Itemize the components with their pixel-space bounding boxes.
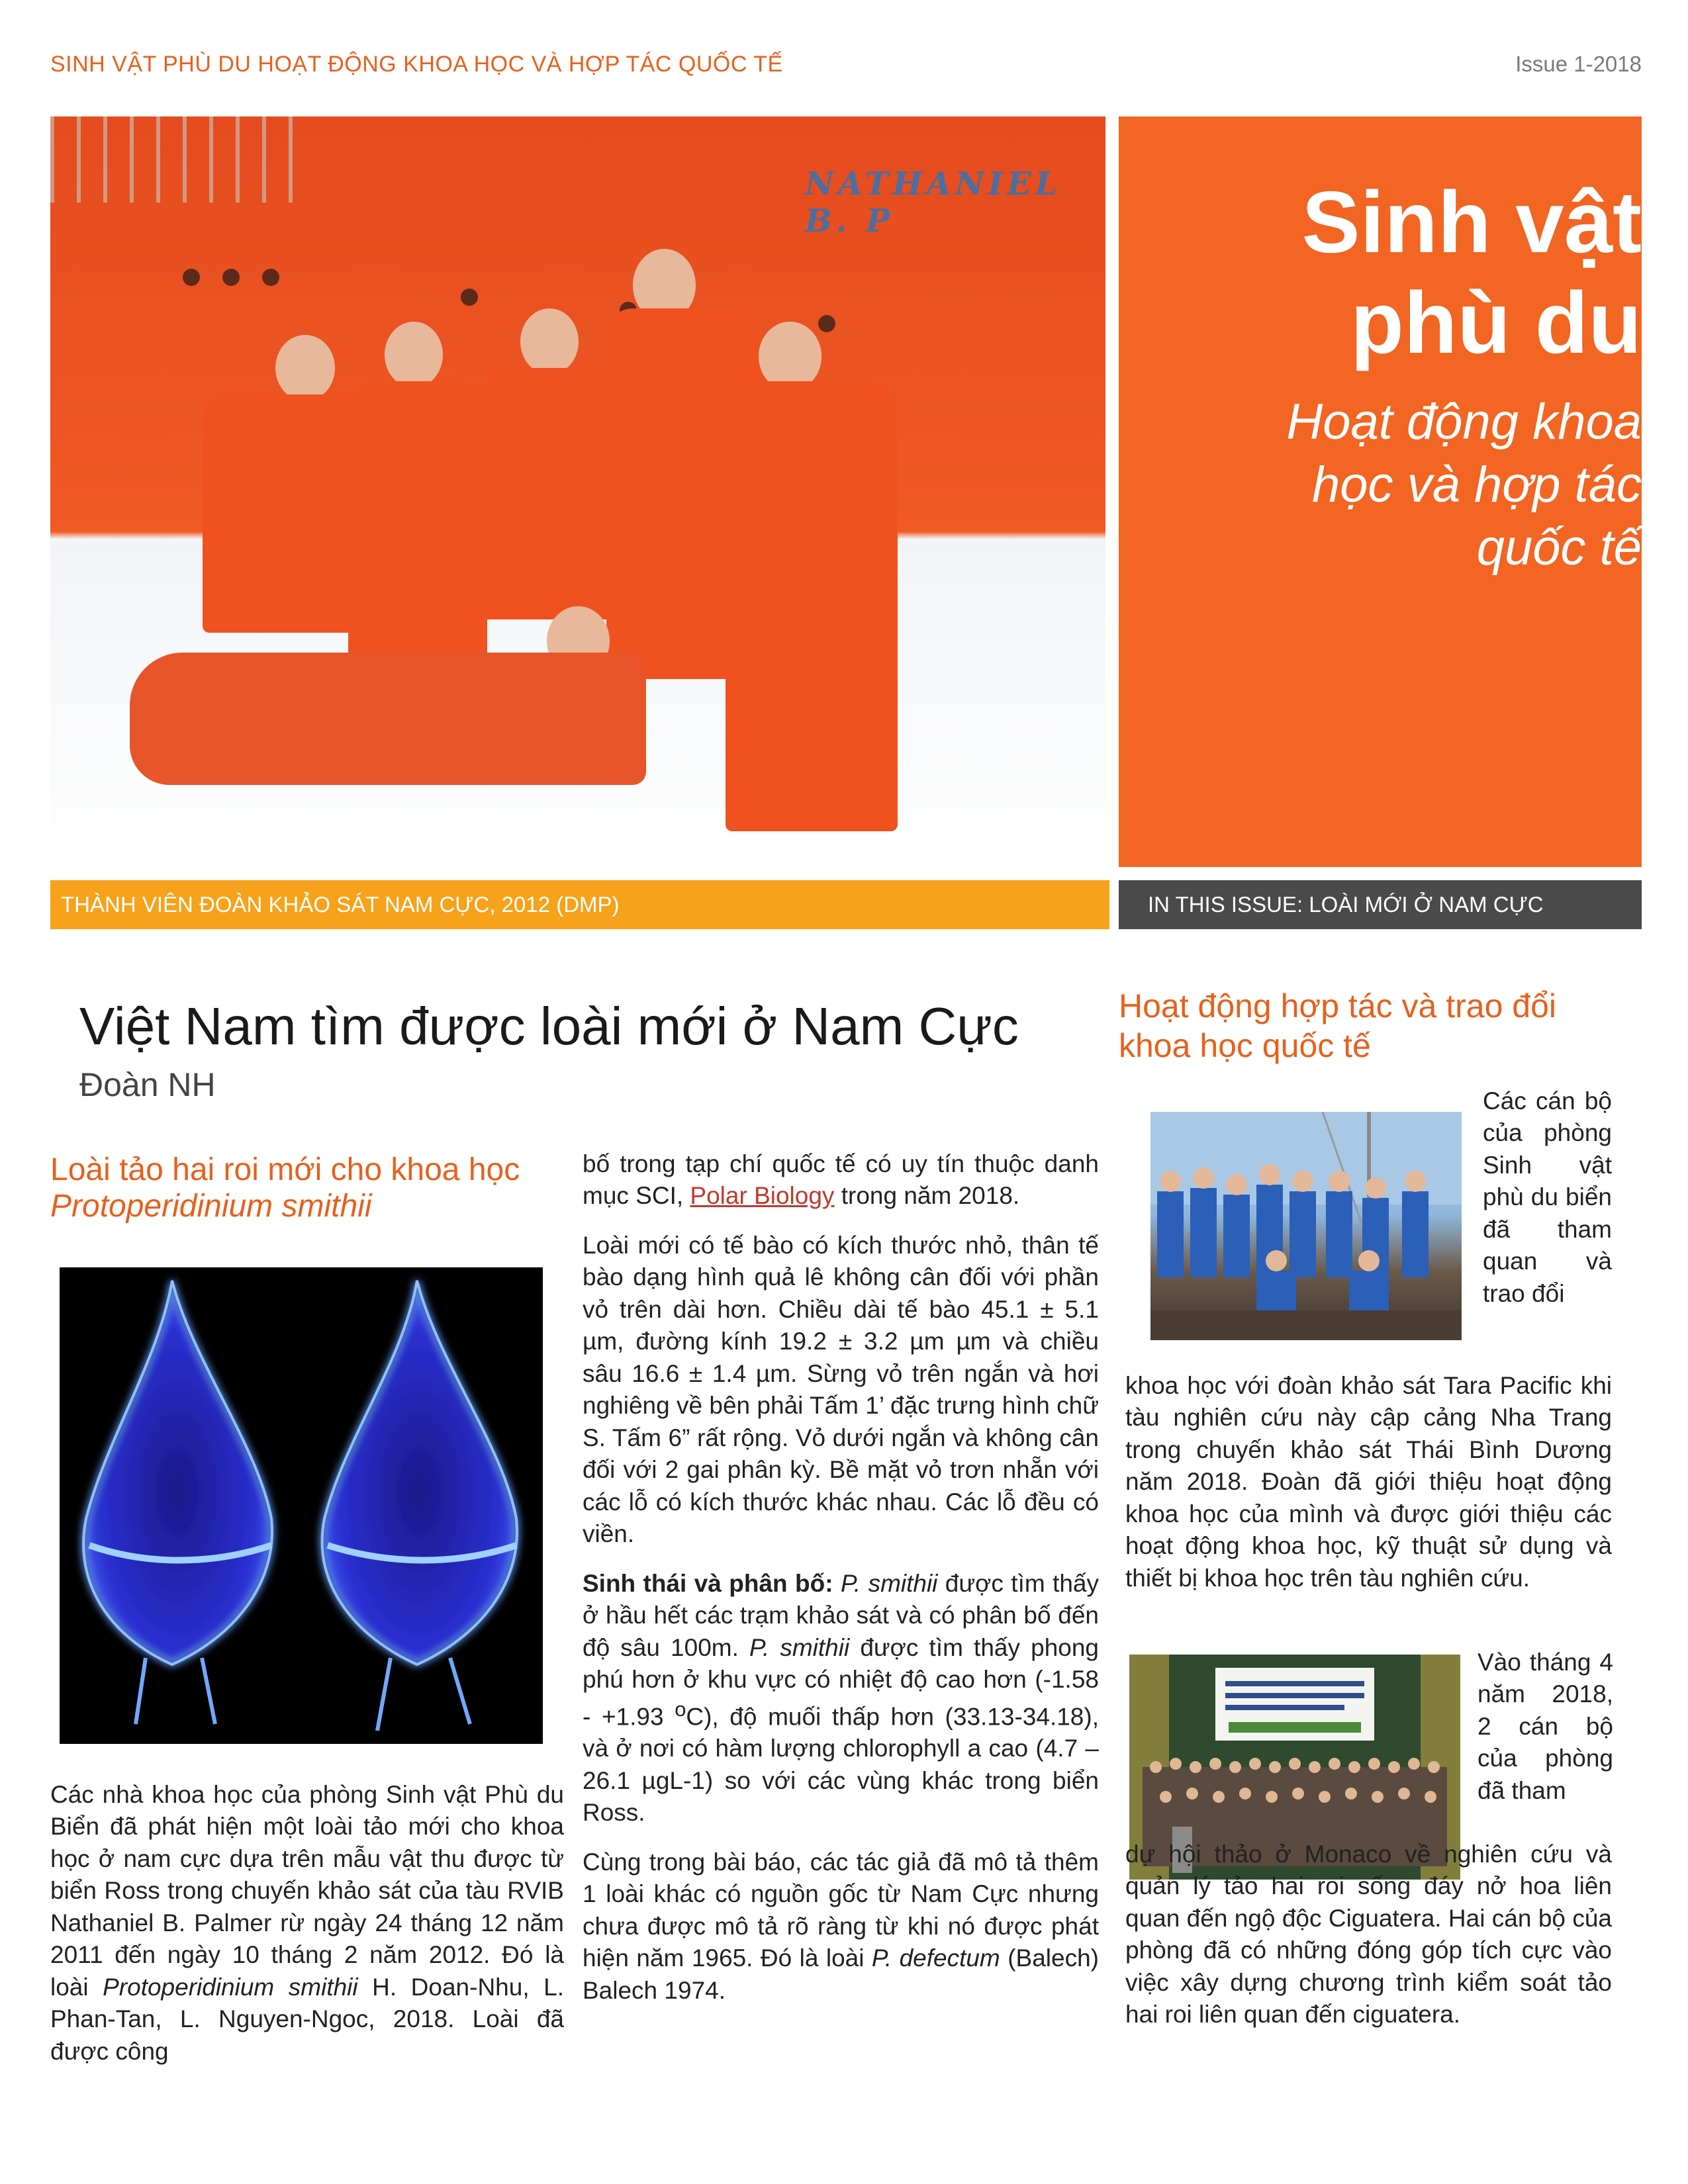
col2-p1-text-b: trong năm 2018. bbox=[834, 1182, 1020, 1210]
masthead-subtitle-line1: Hoạt động khoa bbox=[1286, 394, 1642, 450]
hero-photo bbox=[50, 116, 1105, 871]
col1-text-b: H. Doan-Nhu, L. Phan-Tan, L. Nguyen-Ngoc, 2018. Loài đã được công bbox=[50, 1973, 564, 2065]
person-red-jacket bbox=[203, 394, 368, 633]
algae-cell-left bbox=[83, 1281, 272, 1724]
algae-micrograph bbox=[60, 1267, 543, 1744]
porthole bbox=[262, 269, 279, 286]
tara-pacific-group-photo bbox=[1150, 1112, 1462, 1340]
col1-text-a: Các nhà khoa học của phòng Sinh vật Phù du Biển đã phát hiện một loài tảo mới cho khoa học ở nam cực dựa trên mẫu vật thu được từ biển Ross trong chuyến khảo sát của tàu RVIB Nathaniel B. Palmer rừ ngày 24 tháng 12 năm 2011 đến ngày 10 tháng 2 năm 2012. Đó là loài bbox=[50, 1781, 564, 2001]
polar-biology-link[interactable]: Polar Biology bbox=[690, 1182, 835, 1210]
algae-micrograph-svg bbox=[60, 1267, 543, 1744]
ship-railing bbox=[50, 116, 302, 203]
col2-paragraph-4 bbox=[583, 1846, 1099, 2007]
col2-species-1: P. smithii bbox=[840, 1569, 938, 1597]
col2-paragraph-1 bbox=[583, 1148, 1099, 1212]
sidebar-text-1-side: Các cán bộ của phòng Sinh vật phù du biển đã tham quan và trao đổi bbox=[1483, 1087, 1612, 1307]
col2-paragraph-2: Loài mới có tế bào có kích thước nhỏ, thân tế bào dạng hình quả lê không cân đối với phần vỏ trên dài hơn. Chiều dài tế bào 45.1 ± 5.1 µm, đường kính 19.2 ± 3.2 µm µm và chiều sâu 16.6 ± 1.4 µm. Sừng vỏ trên ngắn và hơi nghiêng về bên phải Tấm 1’ đặc trưng hình chữ S. Tấm 6” rất rộng. Vỏ dưới ngắn và không cân đối với 2 gai phân kỳ. Bề mặt vỏ trơn nhẵn với các lỗ có kích thước khác nhau. Các lỗ đều có viền. bbox=[583, 1231, 1099, 1548]
tara-photo-svg bbox=[1150, 1112, 1462, 1340]
col2-species-3: P. defectum bbox=[871, 1944, 1000, 1972]
col2-paragraph-3 bbox=[583, 1568, 1099, 1829]
ecology-label: Sinh thái và phân bố: bbox=[583, 1569, 833, 1597]
col2-p3-text-a: được tìm thấy ở hầu hết các trạm khảo sát và có phân bố đến độ sâu 100m. bbox=[583, 1569, 1100, 1661]
ship-name-text: NATHANIEL B. P bbox=[805, 165, 1062, 240]
porthole bbox=[818, 315, 835, 332]
person-head bbox=[275, 335, 335, 401]
person-head bbox=[520, 308, 579, 375]
col2-p3-text-c: C), độ muối thấp hơn (33.13-34.18), và ở nơi có hàm lượng chlorophyll a cao (4.7 – 26.1 µgL-1) so với các vùng khác trong biển Ross. bbox=[583, 1702, 1099, 1827]
col2-p4-text-a: Cùng trong bài báo, các tác giả đã mô tả thêm 1 loài khác có nguồn gốc từ Nam Cực nhưng chưa được mô tả rõ ràng từ khi nó được phát hiện năm 1965. Đó là loài bbox=[583, 1848, 1099, 1972]
person-red-jacket bbox=[348, 381, 487, 659]
masthead-subtitle-line3: quốc tế bbox=[1476, 520, 1642, 576]
section-heading bbox=[50, 1152, 520, 1224]
person-red-jacket bbox=[726, 381, 898, 831]
person-lying-down bbox=[130, 653, 646, 785]
masthead-title-line2: phù du bbox=[1350, 273, 1642, 371]
col2-species-2: P. smithii bbox=[749, 1633, 850, 1661]
masthead-title-line1: Sinh vật bbox=[1301, 173, 1642, 271]
article-column-1 bbox=[50, 1779, 564, 2068]
issue-label: Issue 1-2018 bbox=[1515, 52, 1642, 76]
sidebar-text-2-full: dự hội thảo ở Monaco về nghiên cứu và quản lý tảo hai roi sống đáy nở hoa liên quan đến ngộ độc Ciguatera. Hai cán bộ của phòng đã có những đóng góp tích cực vào việc xây dựng chương trình kiểm soát tảo hai roi liên quan đến ciguatera. bbox=[1125, 1841, 1612, 2028]
article-column-2 bbox=[583, 1148, 1099, 2024]
porthole bbox=[222, 269, 240, 286]
sidebar-text-2-side: Vào tháng 4 năm 2018, 2 cán bộ của phòng đã tham bbox=[1477, 1649, 1613, 1804]
col2-p3-text-b: được tìm thấy phong phú hơn ở khu vực có nhiệt độ cao hơn (-1.58 - +1.93 bbox=[583, 1633, 1100, 1730]
porthole bbox=[183, 269, 200, 286]
person-head bbox=[385, 322, 443, 388]
col1-species: Protoperidinium smithii bbox=[103, 1973, 358, 2001]
section-title: Loài tảo hai roi mới cho khoa học bbox=[50, 1152, 520, 1187]
porthole bbox=[461, 289, 478, 306]
masthead-subtitle bbox=[1165, 390, 1642, 579]
algae-cell-right bbox=[322, 1281, 517, 1731]
col2-p4-text-b: (Balech) Balech 1974. bbox=[583, 1944, 1099, 2004]
masthead-subtitle-line2: học và hợp tác bbox=[1311, 457, 1642, 513]
col2-p1-text-a: bố trong tạp chí quốc tế có uy tín thuộc danh mục SCI, bbox=[583, 1150, 1099, 1210]
in-this-issue-bar: IN THIS ISSUE: LOÀI MỚI Ở NAM CỰC bbox=[1119, 880, 1642, 929]
section-species: Protoperidinium smithii bbox=[50, 1189, 372, 1224]
sidebar-heading: Hoạt động hợp tác và trao đổi khoa học quốc tế bbox=[1119, 987, 1556, 1064]
degree-sup: o bbox=[675, 1697, 686, 1721]
article-headline: Việt Nam tìm được loài mới ở Nam Cực bbox=[79, 997, 1019, 1056]
article-author: Đoàn NH bbox=[79, 1066, 216, 1103]
sidebar-text-1-full: khoa học với đoàn khảo sát Tara Pacific khi tàu nghiên cứu này cập cảng Nha Trang trong chuyến khảo sát Thái Bình Dương năm 2018. Đoàn đã giới thiệu hoạt động khoa học của mình và được giới thiệu các hoạt động khoa học, kỹ thuật sử dụng và thiết bị khoa học trên tàu nghiên cứu. bbox=[1125, 1372, 1612, 1592]
masthead-title bbox=[1139, 172, 1642, 373]
photo-caption-bar: THÀNH VIÊN ĐOÀN KHẢO SÁT NAM CỰC, 2012 (DMP) bbox=[50, 880, 1109, 929]
newsletter-header-title: SINH VẬT PHÙ DU HOẠT ĐỘNG KHOA HỌC VÀ HỢP TÁC QUỐC TẾ bbox=[50, 52, 783, 77]
